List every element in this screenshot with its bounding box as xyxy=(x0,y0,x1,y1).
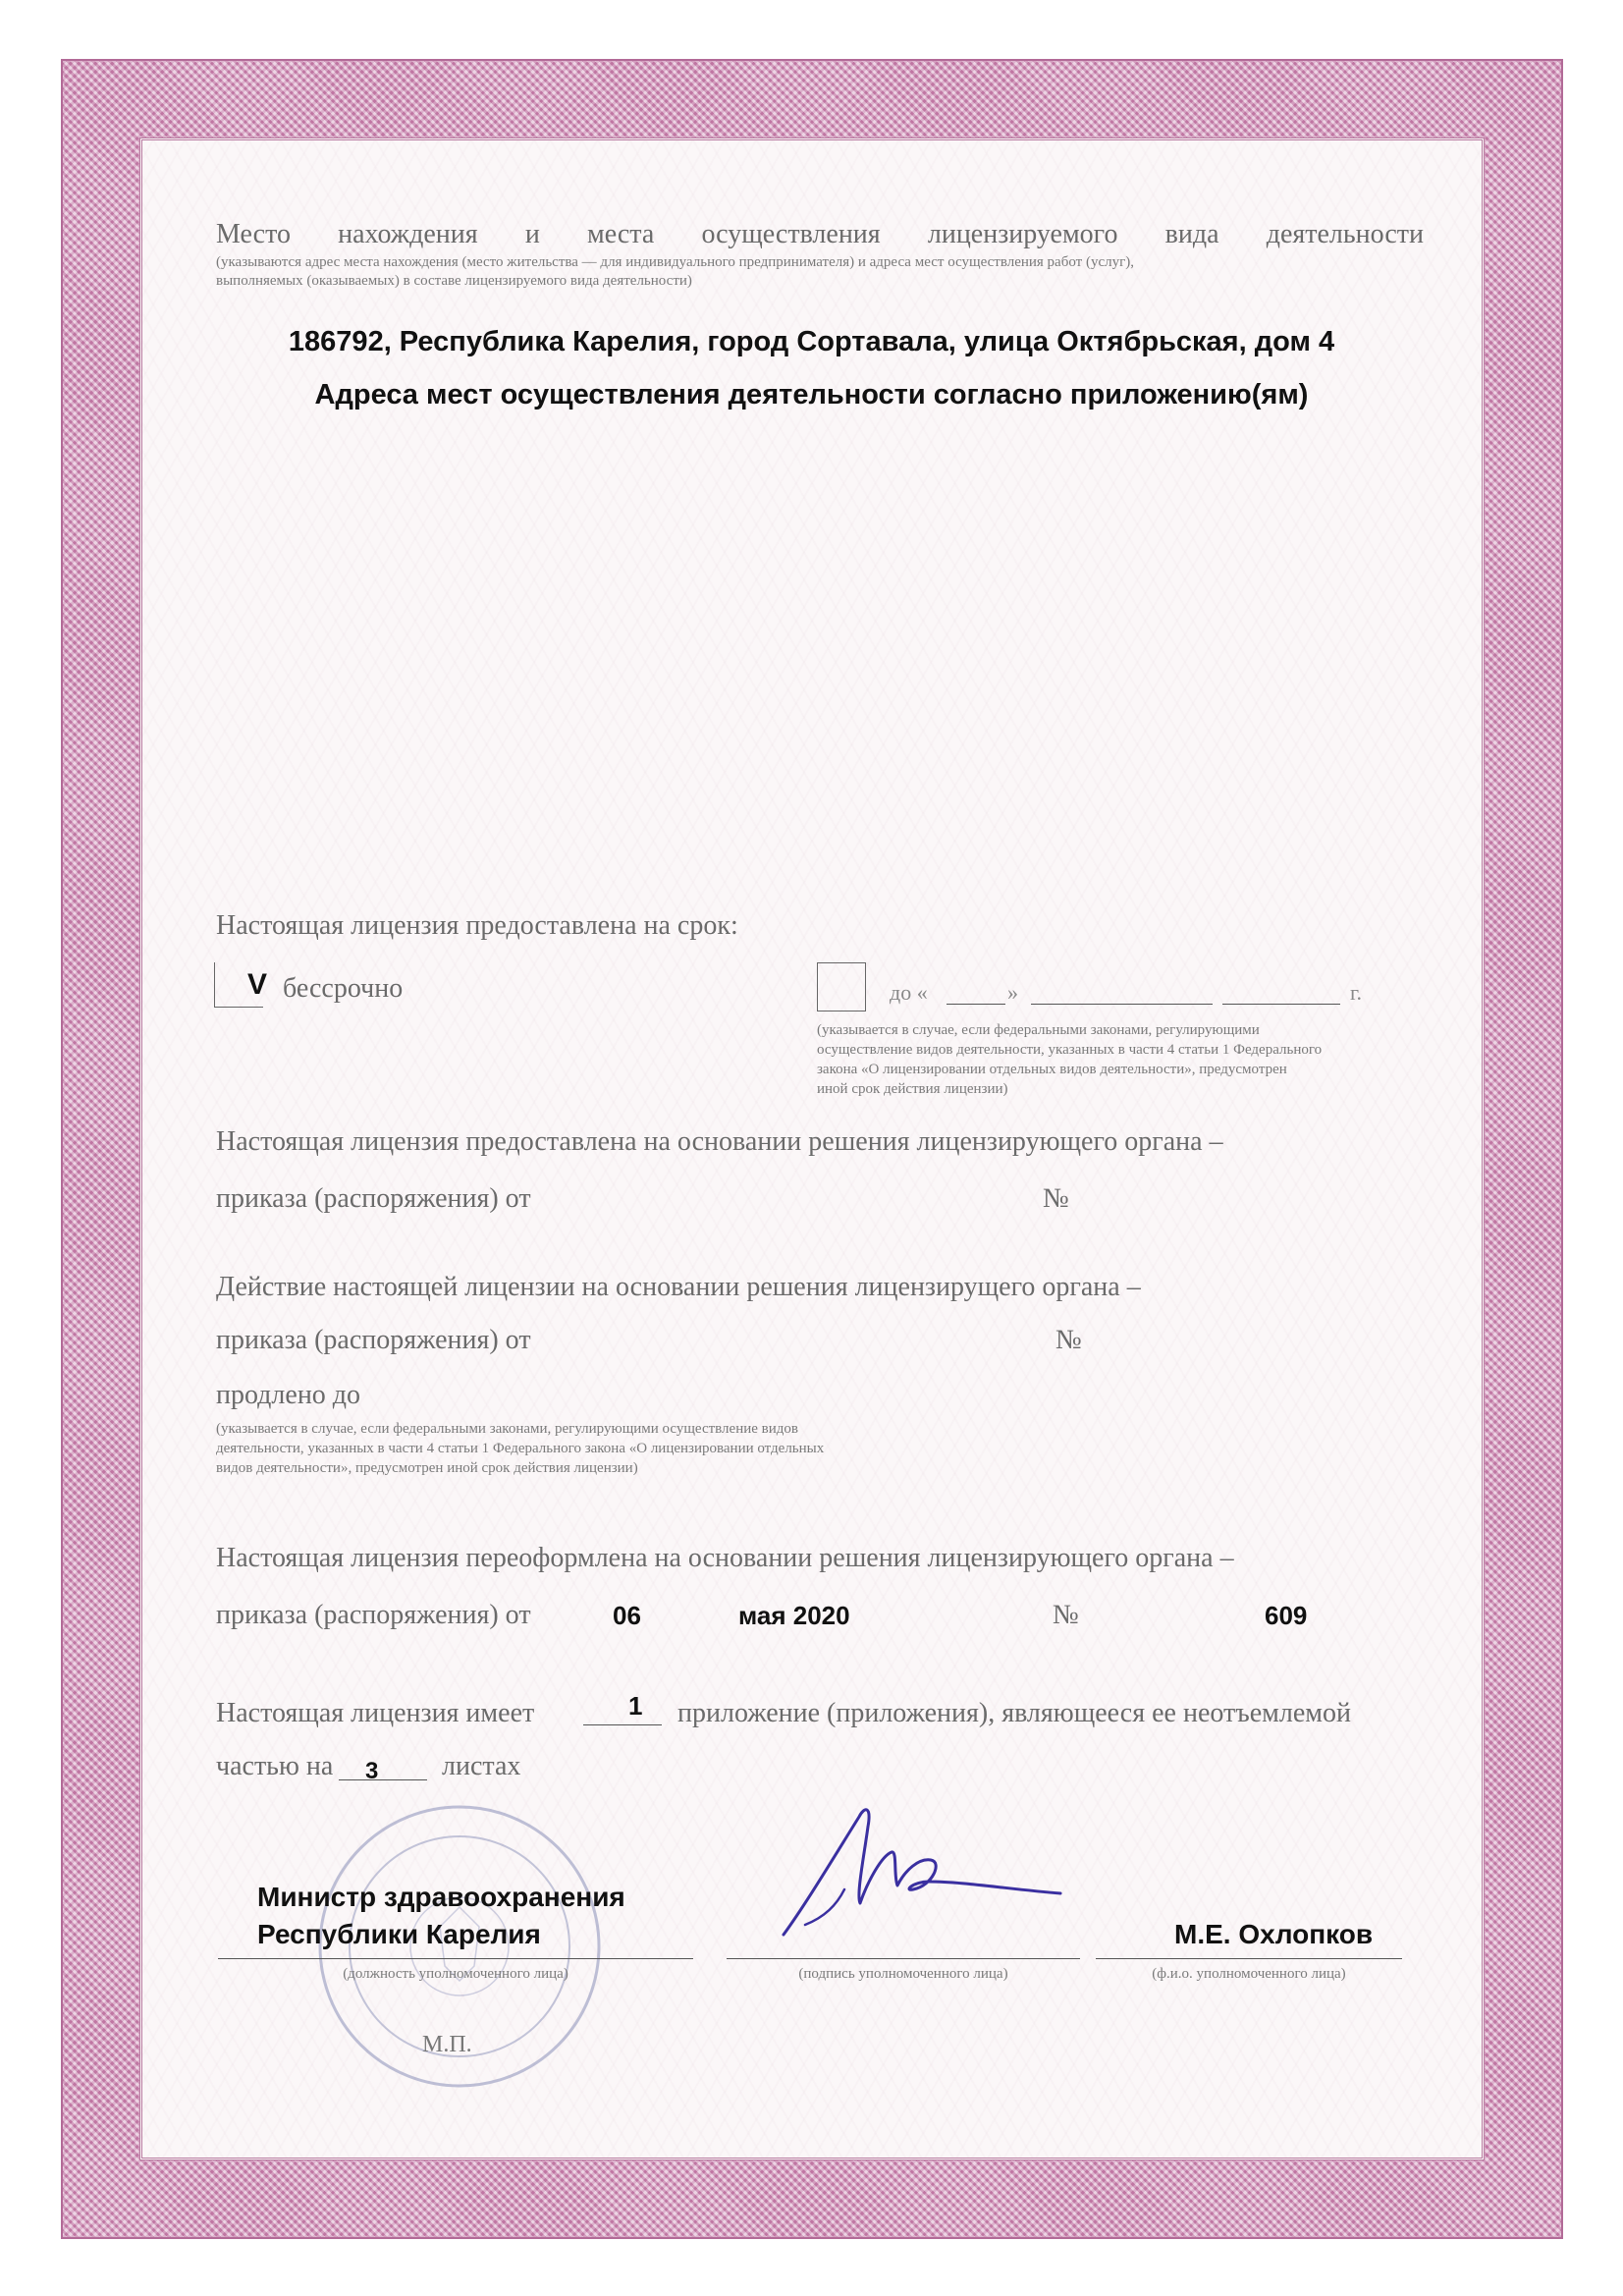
name-caption: (ф.и.о. уполномоченного лица) xyxy=(1152,1966,1346,1982)
name-line xyxy=(1096,1958,1402,1959)
sheets-after: листах xyxy=(442,1751,521,1781)
reissue-number: 609 xyxy=(1265,1601,1308,1630)
signer-name: М.Е. Охлопков xyxy=(1174,1919,1374,1949)
until-note-3: закона «О лицензировании отдельных видов деятельности», предусмотрен xyxy=(817,1062,1287,1077)
signature-caption: (подпись уполномоченного лица) xyxy=(798,1966,1008,1982)
extension-note-2: деятельности, указанных в части 4 статьи 1 Федерального закона «О лицензировании отдельных xyxy=(216,1441,825,1456)
handwritten-signature xyxy=(766,1787,1080,1954)
addresses-note: Адреса мест осуществления деятельности согласно приложению(ям) xyxy=(314,379,1309,410)
basis-line2-label: приказа (распоряжения) от xyxy=(216,1183,531,1214)
until-quote-close: » xyxy=(1007,980,1018,1005)
until-year-suffix: г. xyxy=(1350,980,1363,1005)
extension-number-sign: № xyxy=(1055,1325,1082,1355)
until-note-2: осуществление видов деятельности, указанных в части 4 статьи 1 Федерального xyxy=(817,1042,1323,1058)
sheets-count-line xyxy=(339,1779,427,1780)
extension-line1: Действие настоящей лицензии на основании решения лицензирущего органа – xyxy=(216,1272,1141,1302)
unlimited-label: бессрочно xyxy=(283,973,404,1004)
reissue-day: 06 xyxy=(613,1601,641,1630)
reissue-line1: Настоящая лицензия переоформлена на основании решения лицензирующего органа – xyxy=(216,1543,1234,1573)
extension-note-1: (указывается в случае, если федеральными законами, регулирующими осуществление видов xyxy=(216,1421,798,1437)
appendix-count: 1 xyxy=(628,1691,643,1721)
until-month-line xyxy=(1031,1004,1213,1005)
location-heading: Место нахождения и места осуществления лицензируемого вида деятельности xyxy=(216,219,1424,249)
term-heading: Настоящая лицензия предоставлена на срок: xyxy=(216,910,738,941)
basis-line1: Настоящая лицензия предоставлена на основании решения лицензирующего органа – xyxy=(216,1126,1223,1157)
reissue-number-sign: № xyxy=(1053,1600,1079,1630)
until-note-1: (указывается в случае, если федеральными законами, регулирующими xyxy=(817,1022,1260,1038)
reissue-month-year: мая 2020 xyxy=(738,1601,850,1630)
appendix-count-line xyxy=(583,1724,662,1725)
appendix-text-before: Настоящая лицензия имеет xyxy=(216,1698,535,1728)
until-label: до « xyxy=(890,980,928,1005)
location-note-line1: (указываются адрес места нахождения (место жительства — для индивидуального предпринимателя) и адреса мест осуществления работ (услуг), xyxy=(216,254,1134,270)
reissue-line2-label: приказа (распоряжения) от xyxy=(216,1600,531,1630)
until-year-line xyxy=(1222,1004,1340,1005)
until-day-line xyxy=(947,1004,1005,1005)
until-checkbox xyxy=(817,962,866,1011)
position-caption: (должность уполномоченного лица) xyxy=(343,1966,568,1982)
appendix-text-after: приложение (приложения), являющееся ее неотъемлемой xyxy=(677,1698,1351,1728)
extended-until-label: продлено до xyxy=(216,1380,361,1410)
stamp-mark: М.П. xyxy=(422,2032,472,2057)
signer-position-line2: Республики Карелия xyxy=(257,1919,541,1949)
sheets-before: частью на xyxy=(216,1751,334,1781)
location-note-line2: выполняемых (оказываемых) в составе лицензируемого вида деятельности) xyxy=(216,273,692,289)
until-note-4: иной срок действия лицензии) xyxy=(817,1081,1008,1097)
license-address: 186792, Республика Карелия, город Сортавала, улица Октябрьская, дом 4 xyxy=(288,326,1335,357)
basis-number-sign: № xyxy=(1043,1183,1069,1214)
signer-position-line1: Министр здравоохранения xyxy=(257,1882,625,1912)
position-line xyxy=(218,1958,693,1959)
unlimited-check-mark: V xyxy=(247,968,268,1001)
signature-line xyxy=(727,1958,1080,1959)
extension-note-3: видов деятельности», предусмотрен иной срок действия лицензии) xyxy=(216,1460,638,1476)
extension-line2-label: приказа (распоряжения) от xyxy=(216,1325,531,1355)
sheets-count: 3 xyxy=(365,1758,379,1784)
